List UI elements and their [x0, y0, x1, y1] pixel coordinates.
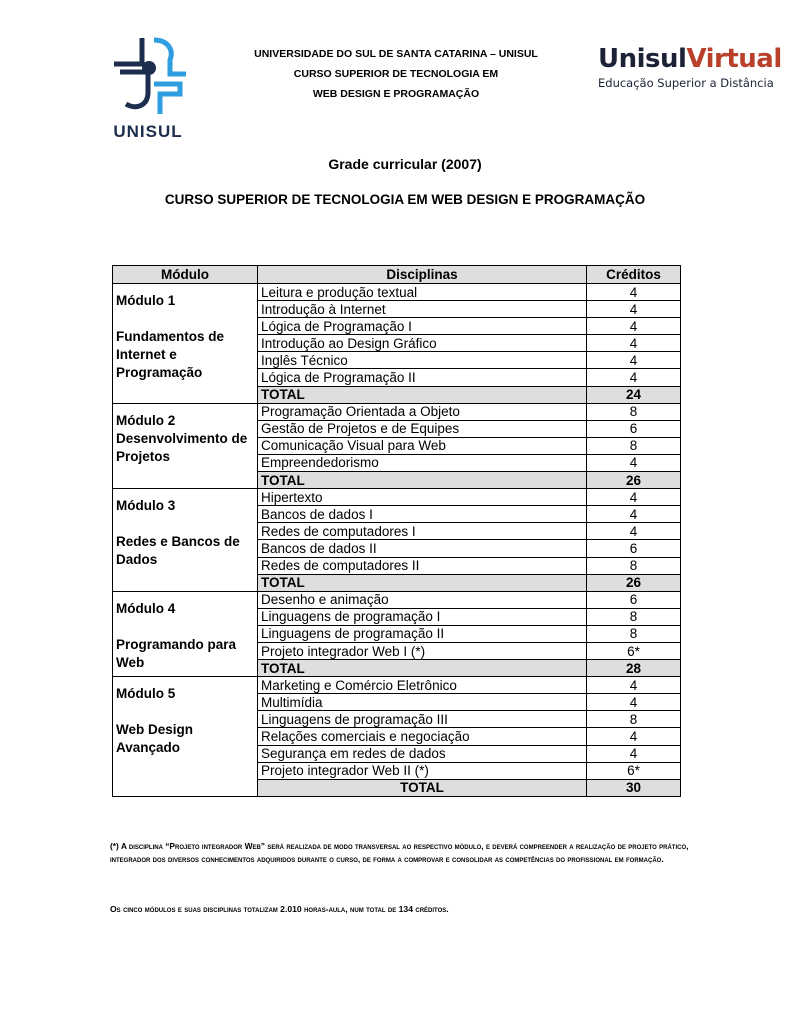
- discipline-name: Introdução ao Design Gráfico: [258, 335, 587, 352]
- discipline-name: Linguagens de programação II: [258, 625, 587, 642]
- discipline-name: Programação Orientada a Objeto: [258, 403, 587, 420]
- unisul-emblem-icon: [108, 34, 188, 118]
- summary-text: Os cinco módulos e suas disciplinas totalizam 2.010 horas-aula, num total de 134 créditos.: [110, 904, 449, 914]
- footnote: (*) A disciplina “Projeto integrador Web” será realizada de modo transversal ao respectivo módulo, e deverá compreender a realização de projeto prático, integrador dos diversos conhecimentos adquiridos durante o curso, de forma a comprovar e consolidar as competências do profissional em formação.: [110, 841, 689, 864]
- table-row: [113, 591, 681, 608]
- discipline-credits: 4: [587, 284, 681, 301]
- module-cell: [113, 677, 258, 797]
- discipline-credits: 6: [587, 591, 681, 608]
- column-header-credits: Créditos: [587, 266, 681, 284]
- module-description: Fundamentos de Internet e Programação: [116, 329, 225, 380]
- discipline-credits: 8: [587, 437, 681, 454]
- discipline-name: Gestão de Projetos e de Equipes: [258, 420, 587, 437]
- discipline-credits: 8: [587, 608, 681, 625]
- discipline-credits: 6*: [587, 762, 681, 779]
- discipline-name: Projeto integrador Web II (*): [258, 762, 587, 779]
- total-credits: 24: [587, 386, 681, 403]
- discipline-credits: 6: [587, 420, 681, 437]
- discipline-name: Projeto integrador Web I (*): [258, 642, 587, 659]
- discipline-credits: 8: [587, 625, 681, 642]
- discipline-credits: 6: [587, 540, 681, 557]
- discipline-name: Desenho e animação: [258, 591, 587, 608]
- discipline-name: Linguagens de programação III: [258, 711, 587, 728]
- module-name: Módulo 3: [116, 498, 176, 514]
- discipline-credits: 4: [587, 506, 681, 523]
- table-row: [113, 284, 681, 301]
- discipline-credits: 8: [587, 403, 681, 420]
- discipline-credits: 8: [587, 711, 681, 728]
- module-cell: [113, 284, 258, 404]
- module-name: Módulo 4: [116, 600, 176, 616]
- unisul-virtual-title: UnisulVirtual: [598, 44, 782, 74]
- module-cell: [113, 489, 258, 592]
- module-name: Módulo 1: [116, 293, 176, 308]
- discipline-name: Inglês Técnico: [258, 352, 587, 369]
- discipline-name: Redes de computadores II: [258, 557, 587, 574]
- page-title: Grade curricular (2007): [328, 156, 482, 172]
- total-label: TOTAL: [258, 472, 587, 489]
- table-row: [113, 489, 681, 506]
- total-label: TOTAL: [258, 660, 587, 677]
- discipline-credits: 4: [587, 523, 681, 540]
- discipline-name: Introdução à Internet: [258, 301, 587, 318]
- unisul-virtual-logo: [598, 44, 782, 90]
- total-credits: 28: [587, 660, 681, 677]
- discipline-credits: 4: [587, 745, 681, 762]
- discipline-credits: 4: [587, 694, 681, 711]
- discipline-credits: 4: [587, 677, 681, 694]
- module-description: Programando para Web: [116, 636, 237, 670]
- discipline-name: Segurança em redes de dados: [258, 745, 587, 762]
- total-label: TOTAL: [258, 779, 587, 796]
- discipline-credits: 4: [587, 318, 681, 335]
- discipline-name: Hipertexto: [258, 489, 587, 506]
- discipline-name: Marketing e Comércio Eletrônico: [258, 677, 587, 694]
- discipline-name: Linguagens de programação I: [258, 608, 587, 625]
- discipline-name: Relações comerciais e negociação: [258, 728, 587, 745]
- module-cell: [113, 591, 258, 676]
- discipline-name: Lógica de Programação I: [258, 318, 587, 335]
- discipline-name: Bancos de dados I: [258, 506, 587, 523]
- discipline-credits: 4: [587, 728, 681, 745]
- total-label: TOTAL: [258, 574, 587, 591]
- discipline-credits: 4: [587, 489, 681, 506]
- discipline-name: Leitura e produção textual: [258, 284, 587, 301]
- total-credits: 26: [587, 574, 681, 591]
- institution-header: [200, 44, 592, 104]
- discipline-name: Empreendedorismo: [258, 454, 587, 471]
- curriculum-table: [112, 265, 681, 797]
- module-cell: [113, 403, 258, 488]
- table-row: [113, 403, 681, 420]
- discipline-credits: 4: [587, 369, 681, 386]
- discipline-credits: 8: [587, 557, 681, 574]
- discipline-name: Bancos de dados II: [258, 540, 587, 557]
- module-name: Módulo 5: [116, 686, 176, 702]
- header-line: CURSO SUPERIOR DE TECNOLOGIA EM: [293, 68, 499, 80]
- module-description: Desenvolvimento de Projetos: [116, 430, 248, 464]
- discipline-name: Redes de computadores I: [258, 523, 587, 540]
- discipline-name: Comunicação Visual para Web: [258, 437, 587, 454]
- total-credits: 30: [587, 779, 681, 796]
- total-label: TOTAL: [258, 386, 587, 403]
- table-header-row: [113, 266, 681, 284]
- unisul-logo: [100, 34, 196, 141]
- discipline-credits: 4: [587, 335, 681, 352]
- curriculum-table-body: [113, 284, 681, 797]
- unisul-logo-text: UNISUL: [113, 122, 183, 141]
- discipline-credits: 4: [587, 352, 681, 369]
- column-header-disciplines: Disciplinas: [258, 266, 587, 284]
- discipline-name: Multimídia: [258, 694, 587, 711]
- header-line: WEB DESIGN E PROGRAMAÇÃO: [312, 88, 480, 100]
- module-description: Web Design Avançado: [116, 722, 194, 756]
- module-name: Módulo 2: [116, 412, 176, 428]
- discipline-credits: 4: [587, 301, 681, 318]
- unisul-virtual-subtitle: Educação Superior a Distância: [598, 76, 774, 90]
- table-row: [113, 677, 681, 694]
- header-line: UNIVERSIDADE DO SUL DE SANTA CATARINA – UNISUL: [254, 48, 538, 60]
- discipline-credits: 4: [587, 454, 681, 471]
- module-description: Redes e Bancos de Dados: [116, 534, 240, 568]
- discipline-credits: 6*: [587, 642, 681, 659]
- discipline-name: Lógica de Programação II: [258, 369, 587, 386]
- column-header-module: Módulo: [113, 266, 258, 284]
- course-title: CURSO SUPERIOR DE TECNOLOGIA EM WEB DESIGN E PROGRAMAÇÃO: [164, 192, 646, 207]
- total-credits: 26: [587, 472, 681, 489]
